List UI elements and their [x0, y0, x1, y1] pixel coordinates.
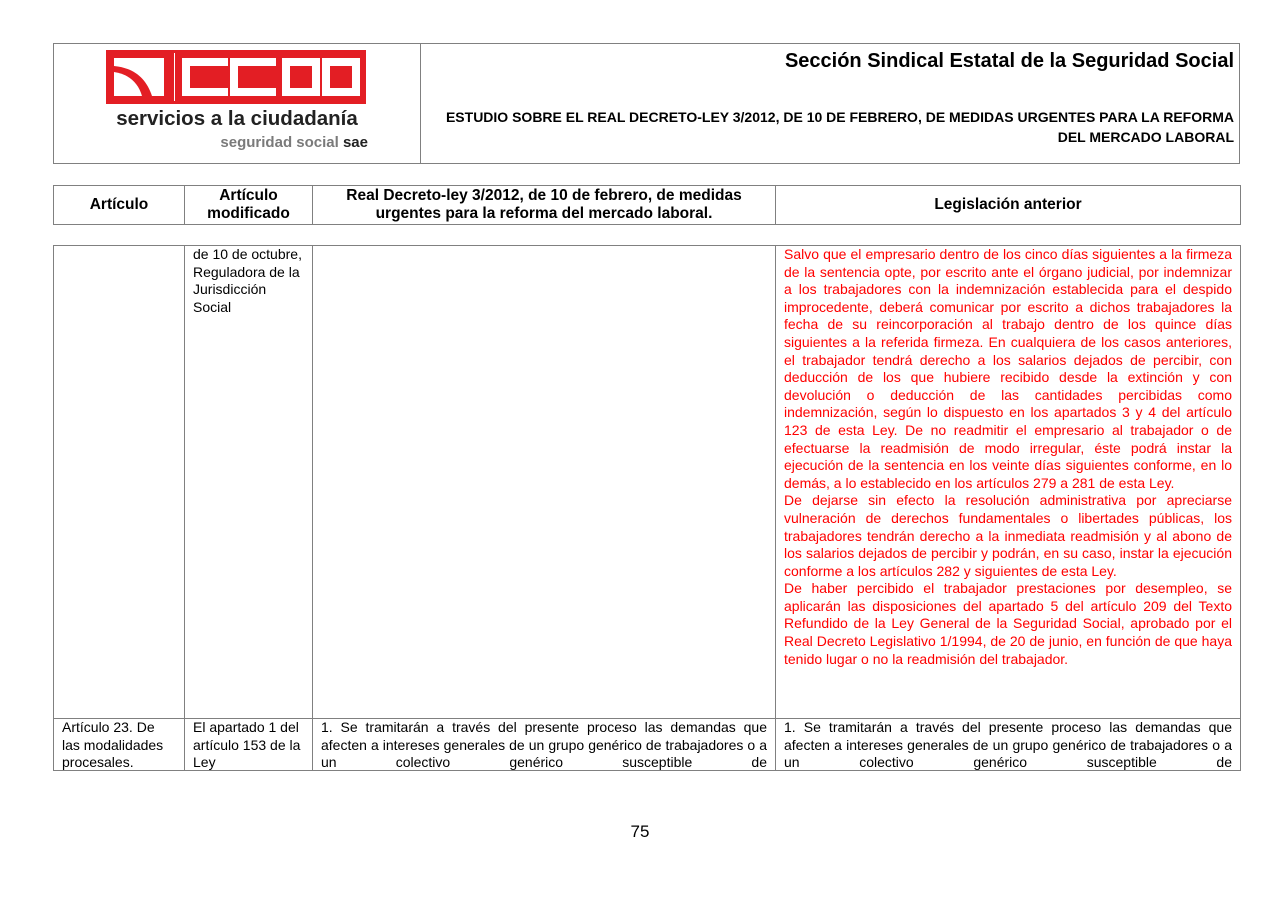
cell-articulo-modificado [185, 719, 313, 771]
paragraph: Salvo que el empresario dentro de los cinco días siguientes a la firmeza de la sentencia opte, por escrito ante el órgano judicial, por indemnizar a los trabajadores con la indemnización establecida para el despido improcedente, deberá comunicar por escrito a dichos trabajadores la fecha de su reincorporación al trabajo dentro de los quince días siguientes a la referida firmeza. En cualquiera de los casos anteriores, el trabajador tendrá derecho a los salarios dejados de percibir, con deducción de los que hubiere recibido desde la extinción y con devolución o deducción de las cantidades percibidas como indemnización, según lo dispuesto en los apartados 3 y 4 del artículo 123 de esta Ley. De no readmitir el empresario al trabajador o de efectuarse la readmisión de modo irregular, éste podrá instar la ejecución de la sentencia en los veinte días siguientes conforme, en lo demás, a lo establecido en los artículos 279 a 281 de esta Ley. [784, 246, 1232, 491]
cell-articulo-modificado: de 10 de octubre, Reguladora de la Jurisdicción Social [185, 246, 313, 719]
ccoo-logo-mark [106, 50, 366, 104]
cell-text: El apartado 1 del artículo 153 de la Ley [193, 719, 301, 770]
logo-subtagline [220, 134, 368, 151]
table-row [54, 719, 1241, 771]
logo-subtagline-sae: sae [342, 134, 368, 151]
cell-legislacion-anterior [776, 246, 1241, 719]
cell-articulo [54, 719, 185, 771]
column-header-legislacion-anterior: Legislación anterior [776, 186, 1241, 225]
paragraph: De haber percibido el trabajador prestaciones por desempleo, se aplicarán las disposiciones del apartado 5 del artículo 209 del Texto Refundido de la Ley General de la Seguridad Social, aprobado por el Real Decreto Legislativo 1/1994, de 20 de junio, en función de que haya tenido lugar o no la readmisión del trabajador. [784, 580, 1232, 667]
cell-legislacion-anterior [776, 719, 1241, 771]
comparison-table [53, 245, 1241, 771]
logo-subtagline-main: seguridad social [220, 134, 339, 151]
cell-real-decreto [313, 246, 776, 719]
logo-tagline: servicios a la ciudadanía [116, 107, 358, 130]
document-header [53, 43, 1240, 164]
paragraph: De dejarse sin efecto la resolución administrativa por apreciarse vulneración de derechos fundamentales o libertades públicas, los trabajadores tendrán derecho a la inmediata readmisión y al abono de los salarios dejados de percibir y podrán, en su caso, instar la ejecución conforme a los artículos 282 y siguientes de esta Ley. [784, 492, 1232, 579]
page-number: 75 [630, 822, 650, 841]
cell-real-decreto [313, 719, 776, 771]
cell-text: 1. Se tramitarán a través del presente proceso las demandas que afecten a intereses generales de un grupo genérico de trabajadores o a un colectivo genérico susceptible de [321, 719, 767, 770]
ccoo-logo [106, 50, 368, 150]
cell-text: Artículo 23. De las modalidades procesales. [62, 719, 164, 770]
column-header-articulo: Artículo [54, 186, 185, 225]
cell-articulo [54, 246, 185, 719]
table-row [54, 246, 1241, 719]
header-subtitle: ESTUDIO SOBRE EL REAL DECRETO-LEY 3/2012, DE 10 DE FEBRERO, DE MEDIDAS URGENTES PARA LA REFORMA DEL MERCADO LABORAL [445, 109, 1234, 145]
column-header-table [53, 185, 1241, 225]
cell-text: 1. Se tramitarán a través del presente proceso las demandas que afecten a intereses generales de un grupo genérico de trabajadores o a un colectivo genérico susceptible de [784, 719, 1232, 770]
column-header-articulo-modificado: Artículo modificado [185, 186, 313, 225]
header-title: Sección Sindical Estatal de la Seguridad Social [784, 50, 1234, 72]
column-header-real-decreto: Real Decreto-ley 3/2012, de 10 de febrero, de medidas urgentes para la reforma del mercado laboral. [313, 186, 776, 225]
header-divider [420, 44, 421, 163]
